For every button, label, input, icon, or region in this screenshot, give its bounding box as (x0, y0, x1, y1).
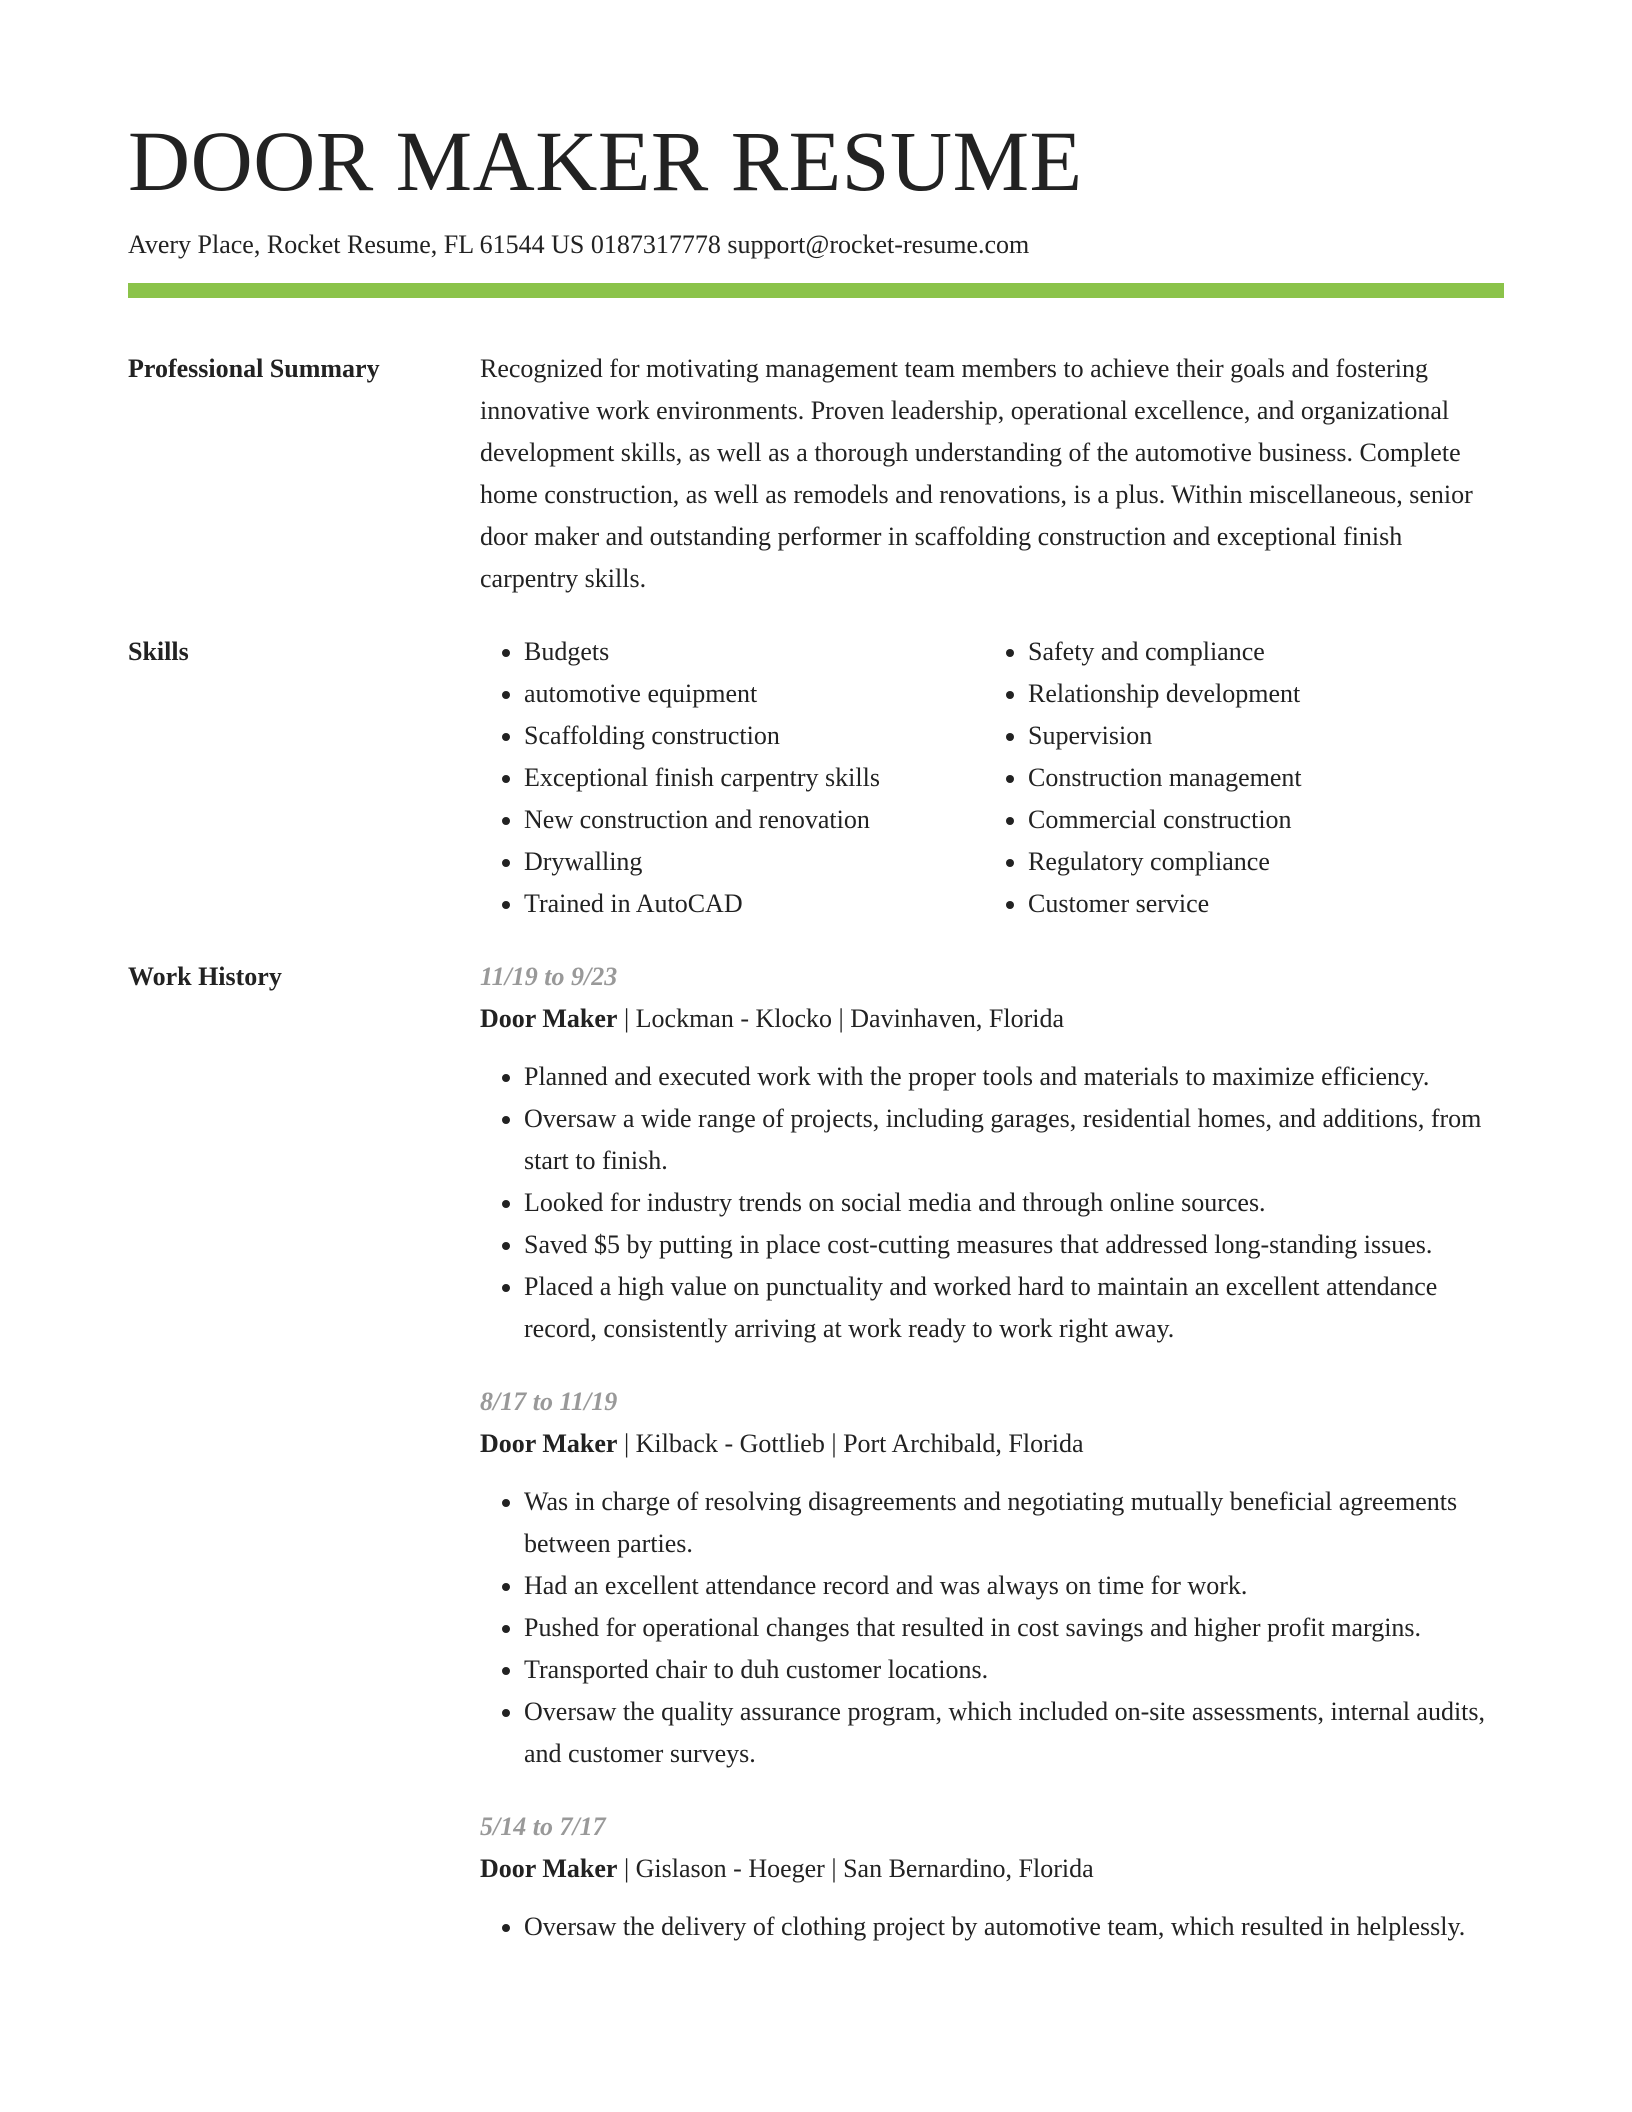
job-duty-item: • Looked for industry trends on social media and through online sources. (524, 1182, 1504, 1224)
resume-title: DOOR MAKER RESUME (128, 113, 1083, 209)
section-heading-summary: Professional Summary (128, 353, 380, 383)
work-history-entries (480, 956, 1504, 1948)
job-duty-item: • Had an excellent attendance record and was always on time for work. (524, 1565, 1504, 1607)
summary-text: Recognized for motivating management team members to achieve their goals and fostering innovative work environments. Proven leadership, operational excellence, and organizational development skills, as well as a thorough understanding of the automotive business. Complete home construction, as well as remodels and renovations, is a plus. Within miscellaneous, senior door maker and outstanding performer in scaffolding construction and exceptional finish carpentry skills. (480, 353, 1473, 593)
job-location: Davinhaven, Florida (850, 1003, 1064, 1033)
contact-line: Avery Place, Rocket Resume, FL 61544 US 0187317778 support@rocket-resume.com (128, 230, 1030, 259)
job-company: Gislason - Hoeger (635, 1853, 825, 1883)
job-date: 5/14 to 7/17 (480, 1811, 606, 1841)
job-separator: | (617, 1853, 636, 1883)
job-separator: | (617, 1003, 636, 1033)
job-duty-item: • Oversaw the delivery of clothing project by automotive team, which resulted in helplessly. (524, 1906, 1504, 1948)
professional-summary-section (128, 348, 1504, 600)
job-date: 8/17 to 11/19 (480, 1386, 618, 1416)
skill-item: • Regulatory compliance (1028, 841, 1488, 883)
skills-list-left (480, 631, 984, 925)
job-entry (480, 1806, 1504, 1948)
skill-item: • Construction management (1028, 757, 1488, 799)
job-company: Lockman - Klocko (635, 1003, 833, 1033)
job-entry (480, 1381, 1504, 1775)
skill-item: • New construction and renovation (524, 799, 984, 841)
skills-section (128, 631, 1504, 925)
skill-item: • Exceptional finish carpentry skills (524, 757, 984, 799)
skills-list-right (984, 631, 1488, 925)
section-heading-work-history: Work History (128, 961, 282, 991)
section-heading-skills: Skills (128, 636, 189, 666)
job-entry (480, 956, 1504, 1350)
skill-item: • Scaffolding construction (524, 715, 984, 757)
job-duties-list (480, 1906, 1504, 1948)
skill-item: • Relationship development (1028, 673, 1488, 715)
resume-page (128, 0, 1504, 1948)
job-heading (480, 1423, 1504, 1465)
job-date: 11/19 to 9/23 (480, 961, 618, 991)
job-location: San Bernardino, Florida (843, 1853, 1094, 1883)
job-heading (480, 998, 1504, 1040)
job-duty-item: • Placed a high value on punctuality and worked hard to maintain an excellent attendance record, consistently arriving at work ready to work right away. (524, 1266, 1504, 1350)
skills-columns (480, 631, 1504, 925)
skill-item: • Budgets (524, 631, 984, 673)
job-duty-item: • Pushed for operational changes that resulted in cost savings and higher profit margins. (524, 1607, 1504, 1649)
job-heading (480, 1848, 1504, 1890)
skill-item: • automotive equipment (524, 673, 984, 715)
job-location: Port Archibald, Florida (843, 1428, 1084, 1458)
job-company: Kilback - Gottlieb (635, 1428, 825, 1458)
accent-divider (128, 283, 1504, 298)
job-role: Door Maker (480, 1853, 618, 1883)
job-duty-item: • Oversaw a wide range of projects, including garages, residential homes, and additions, from start to finish. (524, 1098, 1504, 1182)
job-separator: | (617, 1428, 636, 1458)
skills-column-left (480, 631, 984, 925)
job-duties-list (480, 1056, 1504, 1350)
work-history-section (128, 956, 1504, 1948)
skill-item: • Drywalling (524, 841, 984, 883)
skills-column-right (984, 631, 1488, 925)
skill-item: • Trained in AutoCAD (524, 883, 984, 925)
job-duty-item: • Saved $5 by putting in place cost-cutting measures that addressed long-standing issues. (524, 1224, 1504, 1266)
job-duty-item: • Was in charge of resolving disagreements and negotiating mutually beneficial agreements between parties. (524, 1481, 1504, 1565)
job-role: Door Maker (480, 1003, 618, 1033)
skill-item: • Supervision (1028, 715, 1488, 757)
job-duties-list (480, 1481, 1504, 1775)
job-duty-item: • Planned and executed work with the proper tools and materials to maximize efficiency. (524, 1056, 1504, 1098)
job-separator: | (832, 1003, 851, 1033)
skill-item: • Safety and compliance (1028, 631, 1488, 673)
job-duty-item: • Transported chair to duh customer locations. (524, 1649, 1504, 1691)
job-separator: | (824, 1428, 844, 1458)
job-role: Door Maker (480, 1428, 618, 1458)
skill-item: • Customer service (1028, 883, 1488, 925)
job-duty-item: • Oversaw the quality assurance program, which included on-site assessments, internal audits, and customer surveys. (524, 1691, 1504, 1775)
job-separator: | (824, 1853, 844, 1883)
skill-item: • Commercial construction (1028, 799, 1488, 841)
